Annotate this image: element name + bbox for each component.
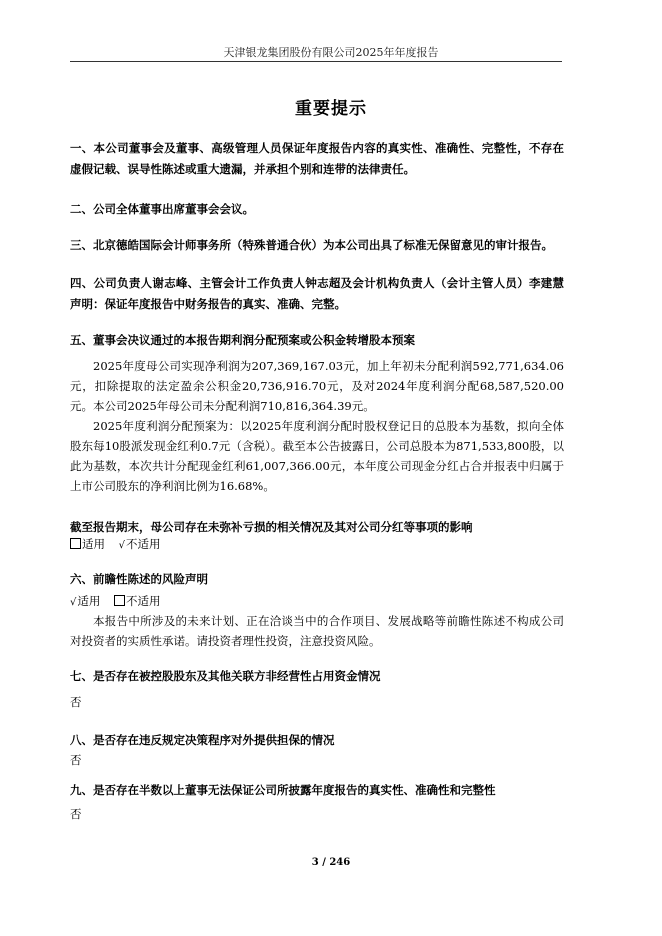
section-5-heading: 五、董事会决议通过的本报告期利润分配预案或公积金转增股本预案 — [70, 333, 415, 347]
section-4: 四、公司负责人谢志峰、主管会计工作负责人钟志超及会计机构负责人（会计主管人员）李建慧声明：保证年度报告中财务报告的真实、准确、完整。 — [70, 276, 564, 311]
deficit-heading: 截至报告期末，母公司存在未弥补亏损的相关情况及其对公司分红等事项的影响 — [70, 520, 473, 534]
section-7-heading: 七、是否存在被控股股东及其他关联方非经营性占用资金情况 — [70, 669, 381, 683]
running-header: 天津银龙集团股份有限公司2025年年度报告 — [223, 46, 439, 59]
page-number: 3 / 246 — [311, 857, 351, 868]
section-5-paragraph-1: 2025年度母公司实现净利润为207,369,167.03元，加上年初未分配利润592,771,634.06元，扣除提取的法定盈余公积金20,736,916.70元，及对2024年度利润分配68,587,520.00元。本公司2025年母公司未分配利润710,816,364.39元。 — [70, 359, 564, 413]
section-9-heading: 九、是否存在半数以上董事无法保证公司所披露年度报告的真实性、准确性和完整性 — [70, 783, 496, 797]
section-9-answer: 否 — [70, 807, 82, 821]
section-1: 一、本公司董事会及董事、高级管理人员保证年度报告内容的真实性、准确性、完整性，不存在虚假记载、误导性陈述或重大遗漏，并承担个别和连带的法律责任。 — [70, 141, 564, 176]
section-8-heading: 八、是否存在违反规定决策程序对外提供担保的情况 — [70, 733, 335, 747]
deficit-options — [70, 535, 171, 555]
section-6-heading: 六、前瞻性陈述的风险声明 — [70, 572, 208, 586]
checkbox-empty-icon — [114, 595, 125, 606]
section-8-answer: 否 — [70, 753, 82, 767]
s6-option-not-applicable: 不适用 — [114, 592, 161, 610]
section-6-paragraph: 本报告中所涉及的未来计划、正在洽谈当中的合作项目、发展战略等前瞻性陈述不构成公司对投资者的实质性承诺。请投资者理性投资，注意投资风险。 — [70, 614, 564, 648]
s6-option-applicable: √适用 — [70, 592, 100, 612]
checkmark-icon: √ — [118, 540, 126, 551]
section-7-answer: 否 — [70, 695, 82, 709]
deficit-option-not-applicable: √不适用 — [119, 535, 161, 555]
section-3: 三、北京德皓国际会计师事务所（特殊普通合伙）为本公司出具了标准无保留意见的审计报告。 — [70, 238, 553, 252]
checkbox-empty-icon — [70, 538, 81, 549]
section-2: 二、公司全体董事出席董事会会议。 — [70, 202, 254, 216]
deficit-option-applicable: 适用 — [70, 535, 105, 553]
section-6-options — [70, 592, 171, 612]
page-title: 重要提示 — [295, 99, 367, 119]
checkmark-icon: √ — [70, 597, 77, 608]
header-rule — [70, 61, 562, 62]
section-5-paragraph-2: 2025年度利润分配预案为：以2025年度利润分配时股权登记日的总股本为基数，拟向全体股东每10股派发现金红利0.7元（含税）。截至本公告披露日，公司总股本为871,533,800股，以此为基数，本次共计分配现金红利61,007,366.00元，本年度公司现金分红占合并报表中归属于上市公司股东的净利润比例为16.68%。 — [70, 419, 564, 493]
